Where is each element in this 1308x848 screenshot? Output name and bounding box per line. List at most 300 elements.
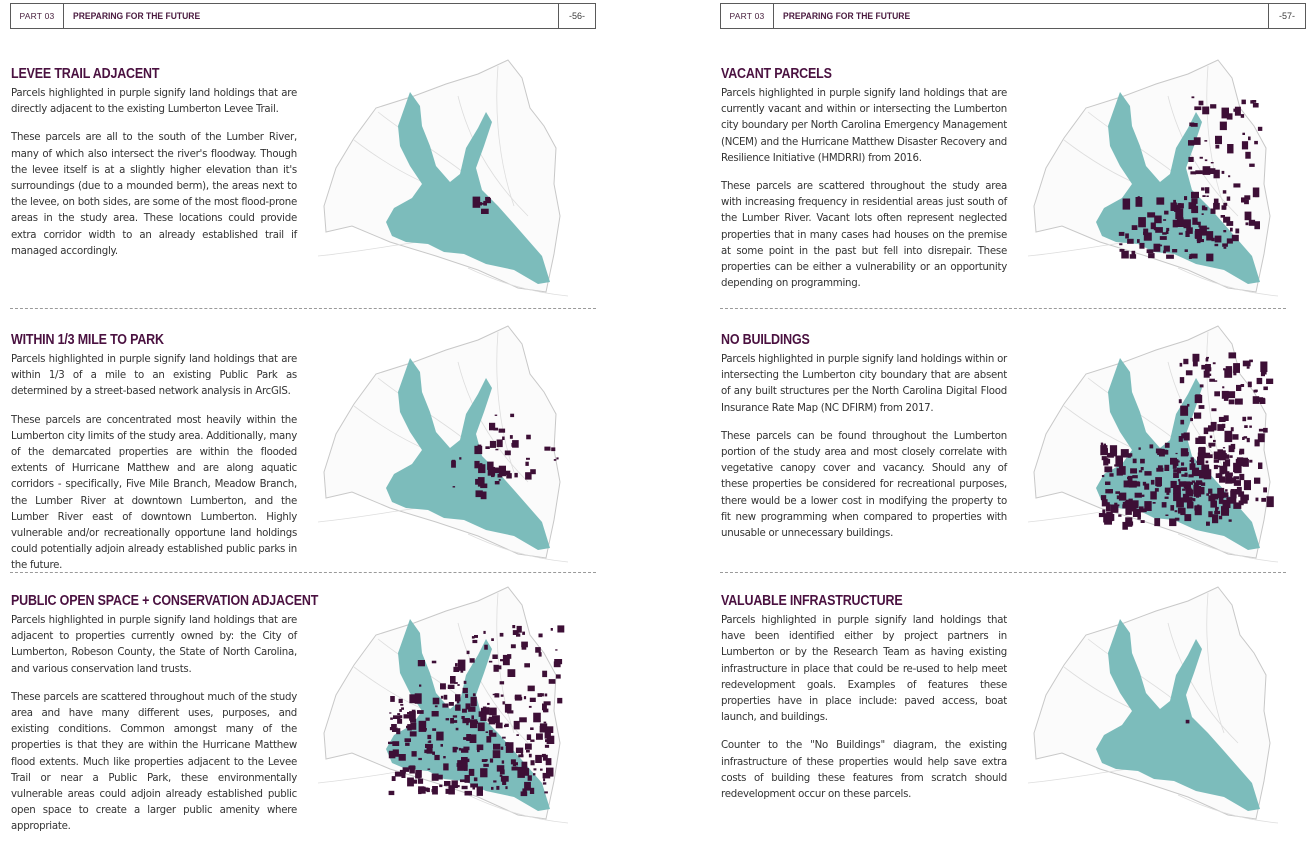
parcel xyxy=(539,634,543,638)
parcel xyxy=(448,685,455,689)
parcel xyxy=(453,715,457,717)
section-divider xyxy=(720,308,1286,309)
parcel xyxy=(1245,152,1250,159)
parcel xyxy=(461,669,464,672)
parcel xyxy=(538,693,543,697)
parcel xyxy=(455,694,461,701)
parcel xyxy=(1154,227,1156,230)
parcel xyxy=(506,473,512,478)
section-vacant-parcels xyxy=(721,66,1007,304)
parcel xyxy=(502,737,506,739)
parcel xyxy=(1210,104,1216,108)
parcel xyxy=(1188,157,1193,162)
parcel xyxy=(1204,453,1210,459)
section-title: VALUABLE INFRASTRUCTURE xyxy=(721,593,903,609)
parcel xyxy=(1254,478,1260,484)
parcel xyxy=(436,732,443,741)
parcel xyxy=(502,760,504,763)
parcel xyxy=(1175,222,1181,225)
parcel xyxy=(1261,498,1266,502)
parcel xyxy=(1208,443,1215,447)
parcel xyxy=(512,625,515,628)
section-paragraph: These parcels are concentrated most heavily within the Lumberton city limits of the study area. Additionally, many of the demarcated properties are within the flooded extents of Hurricane Matthew and are along aquatic corridors - specifically, Five Mile Branch, Meadow Branch, the Lumber River at downtown Lumberton, and the Lumber River east of downtown Lumberton. Highly vulnerable and/or recreationally opportune land holdings could potentially adjoin already established public parks in the future. xyxy=(11,414,297,572)
section-divider xyxy=(10,572,596,573)
parcel xyxy=(461,716,464,719)
parcel xyxy=(530,698,536,702)
parcel xyxy=(1176,453,1178,454)
parcel xyxy=(1246,222,1249,225)
parcel xyxy=(1202,107,1209,115)
parcel xyxy=(487,703,490,705)
parcel xyxy=(457,684,459,686)
parcel xyxy=(1244,195,1250,200)
parcel xyxy=(1233,502,1241,509)
parcel xyxy=(1242,100,1246,105)
parcel xyxy=(1154,244,1161,252)
parcel xyxy=(1186,452,1189,456)
parcel xyxy=(1155,227,1163,233)
parcel xyxy=(1226,221,1233,226)
parcel xyxy=(1244,200,1249,205)
parcel xyxy=(473,693,476,696)
parcel xyxy=(1222,424,1225,428)
parcel xyxy=(1249,164,1255,167)
parcel xyxy=(426,718,430,721)
parcel xyxy=(1244,480,1251,490)
parcel xyxy=(478,723,485,732)
parcel xyxy=(1255,390,1258,392)
section-paragraph: Parcels highlighted in purple signify land holdings that are directly adjacent to the existing Lumberton Levee Trail. xyxy=(11,88,297,116)
parcel xyxy=(1214,465,1218,469)
parcel xyxy=(452,720,458,723)
parcel xyxy=(1255,439,1260,446)
parcel xyxy=(1164,465,1169,471)
parcel xyxy=(500,633,504,637)
parcel xyxy=(507,710,513,713)
parcel xyxy=(1198,225,1200,227)
parcel xyxy=(472,640,477,643)
parcel xyxy=(1235,229,1239,234)
parcel xyxy=(1154,518,1160,526)
parcel xyxy=(525,744,532,750)
parcel xyxy=(1225,431,1233,442)
page-number: -56- xyxy=(558,4,595,28)
parcel xyxy=(503,701,505,704)
parcel xyxy=(418,758,422,760)
map-vacant-parcels xyxy=(1028,56,1278,302)
parcel xyxy=(1114,464,1117,466)
parcel xyxy=(449,702,454,706)
parcel xyxy=(484,645,488,650)
parcel xyxy=(1205,159,1208,161)
parcel xyxy=(525,462,528,466)
parcel xyxy=(542,671,547,677)
parcel xyxy=(1255,194,1258,197)
parcel xyxy=(1228,477,1235,480)
parcel xyxy=(551,628,553,631)
parcel xyxy=(1227,197,1231,201)
parcel xyxy=(500,659,504,661)
parcel xyxy=(543,779,545,782)
parcel xyxy=(1141,467,1144,470)
parcel xyxy=(1242,141,1248,149)
parcel xyxy=(1165,443,1170,448)
parcel xyxy=(455,663,458,667)
parcel xyxy=(517,626,522,633)
parcel xyxy=(526,458,530,460)
parcel xyxy=(489,733,496,737)
parcel xyxy=(388,742,393,744)
parcel xyxy=(1147,249,1154,253)
parcel xyxy=(465,775,470,783)
parcel xyxy=(1129,501,1137,512)
parcel xyxy=(546,768,554,777)
parcel xyxy=(1153,502,1156,504)
page-header-left xyxy=(10,3,596,29)
parcel xyxy=(1223,462,1229,467)
parcel xyxy=(1138,217,1146,227)
parcel xyxy=(1244,436,1248,438)
parcel xyxy=(1191,198,1197,204)
parcel xyxy=(1143,482,1146,486)
parcel xyxy=(1229,352,1237,358)
parcel xyxy=(1202,195,1205,197)
parcel xyxy=(417,710,424,714)
parcel xyxy=(1200,157,1203,159)
parcel xyxy=(1181,462,1184,465)
parcel xyxy=(486,736,491,743)
parcel xyxy=(1147,212,1155,217)
parcel xyxy=(494,693,499,697)
parcel xyxy=(1123,199,1131,210)
parcel xyxy=(439,785,442,788)
parcel xyxy=(492,715,500,723)
parcel xyxy=(1184,481,1191,488)
parcel xyxy=(478,464,485,473)
parcel xyxy=(440,683,446,689)
parcel xyxy=(397,713,400,715)
parcel xyxy=(554,661,561,667)
parcel xyxy=(1247,417,1252,420)
parcel xyxy=(1196,482,1199,484)
parcel xyxy=(446,789,450,794)
map-no-buildings xyxy=(1028,322,1278,568)
parcel xyxy=(1219,476,1225,482)
parcel xyxy=(1186,720,1190,724)
parcel xyxy=(477,745,484,751)
parcel xyxy=(499,429,506,433)
parcel xyxy=(474,446,482,454)
parcel xyxy=(1223,230,1226,232)
parcel xyxy=(481,209,489,214)
parcel xyxy=(1241,384,1245,387)
parcel xyxy=(1206,228,1209,230)
parcel xyxy=(399,699,403,703)
parcel xyxy=(506,742,514,753)
parcel xyxy=(489,423,495,431)
parcel xyxy=(428,769,431,770)
parcel xyxy=(1165,497,1169,499)
parcel xyxy=(1241,114,1244,118)
section-title: NO BUILDINGS xyxy=(721,332,810,348)
parcel xyxy=(1208,495,1215,501)
parcel xyxy=(393,715,401,719)
parcel xyxy=(508,669,516,677)
parcel xyxy=(419,721,427,732)
parcel xyxy=(546,726,554,733)
parcel xyxy=(1234,480,1241,486)
parcel xyxy=(444,781,451,786)
parcel xyxy=(514,473,517,478)
parcel xyxy=(1183,359,1188,364)
parcel xyxy=(496,665,502,669)
parcel xyxy=(493,780,496,782)
parcel xyxy=(1215,236,1222,243)
parcel xyxy=(391,724,397,727)
parcel xyxy=(1229,400,1235,405)
parcel xyxy=(443,763,448,770)
parcel xyxy=(490,759,493,763)
part-label: PART 03 xyxy=(721,4,774,28)
parcel xyxy=(1230,455,1233,458)
parcel xyxy=(1194,137,1201,145)
parcel xyxy=(1231,427,1234,431)
parcel xyxy=(487,707,489,709)
parcel xyxy=(1160,236,1167,240)
parcel xyxy=(1157,483,1162,487)
parcel xyxy=(1249,426,1252,428)
parcel xyxy=(471,715,474,719)
parcel xyxy=(480,768,487,777)
parcel xyxy=(1163,219,1166,221)
parcel xyxy=(466,734,471,741)
parcel xyxy=(1184,514,1191,521)
parcel xyxy=(483,631,485,634)
parcel xyxy=(415,770,422,778)
parcel xyxy=(1109,473,1113,477)
parcel xyxy=(490,441,496,448)
parcel xyxy=(459,748,461,751)
parcel xyxy=(1191,206,1198,213)
parcel xyxy=(474,777,478,781)
parcel xyxy=(1119,232,1125,236)
parcel xyxy=(530,727,534,730)
parcel xyxy=(516,748,523,754)
parcel xyxy=(1235,399,1243,405)
parcel xyxy=(390,696,395,702)
parcel xyxy=(460,779,465,782)
parcel xyxy=(1120,249,1125,252)
parcel xyxy=(1175,518,1180,521)
parcel xyxy=(1105,482,1110,486)
parcel xyxy=(1223,203,1227,206)
parcel xyxy=(528,775,532,781)
parcel xyxy=(1227,471,1230,474)
parcel xyxy=(1239,474,1244,480)
parcel xyxy=(1180,363,1183,367)
parcel xyxy=(1106,512,1113,521)
parcel xyxy=(1225,489,1228,492)
parcel xyxy=(391,727,394,730)
parcel xyxy=(1151,480,1155,485)
parcel xyxy=(1219,516,1222,520)
parcel xyxy=(1138,196,1140,199)
parcel xyxy=(1206,461,1209,464)
parcel xyxy=(428,741,430,743)
parcel xyxy=(400,770,406,774)
parcel xyxy=(1121,449,1129,457)
parcel xyxy=(1223,368,1226,370)
section-paragraph: Counter to the "No Buildings" diagram, the existing infrastructure of these properties would help save extra costs of building these features from scratch should redevelopment occur on these parcels. xyxy=(721,740,1007,801)
parcel xyxy=(517,767,525,778)
page-header-right xyxy=(720,3,1306,29)
parcel xyxy=(1125,233,1129,238)
parcel xyxy=(527,734,531,740)
parcel xyxy=(515,767,517,770)
parcel xyxy=(399,754,406,761)
section-paragraph: These parcels are all to the south of the Lumber River, many of which also intersect the river's floodway. Though the levee itself is at a slightly higher elevation than it's surroundings (due to a mounded berm), the areas next to the levee, on both sides, are some of the most flood-prone areas in the study area. These locations could provide extra corridor width to an already established trail if managed accordingly. xyxy=(11,132,297,257)
parcel xyxy=(1139,447,1141,449)
parcel xyxy=(1254,141,1258,144)
parcel xyxy=(487,462,494,470)
parcel xyxy=(1210,436,1212,439)
section-divider xyxy=(720,572,1286,573)
parcel xyxy=(470,719,477,728)
parcel xyxy=(1206,358,1209,361)
parcel xyxy=(1228,175,1230,177)
parcel xyxy=(1204,140,1207,142)
parcel xyxy=(1227,113,1233,119)
parcel xyxy=(1197,457,1204,465)
parcel xyxy=(1193,498,1196,501)
parcel xyxy=(505,724,509,727)
parcel xyxy=(459,457,461,459)
parcel xyxy=(1154,216,1162,224)
parcel xyxy=(514,721,520,730)
parcel xyxy=(1177,468,1181,474)
parcel xyxy=(1226,366,1232,373)
parcel xyxy=(536,733,543,739)
parcel xyxy=(534,768,537,770)
parcel xyxy=(505,786,507,789)
parcel xyxy=(478,477,485,487)
section-paragraph: Parcels highlighted in purple signify land holdings that are within 1/3 of a mile to an existing Public Park as determined by a street-based network analysis in ArcGIS. xyxy=(11,354,297,398)
parcel xyxy=(1180,406,1188,416)
parcel xyxy=(489,708,497,716)
parcel xyxy=(1226,510,1229,513)
parcel xyxy=(1158,465,1163,469)
parcel xyxy=(1214,199,1219,205)
parcel xyxy=(1121,251,1129,259)
parcel xyxy=(406,715,409,717)
parcel xyxy=(1140,459,1145,464)
parcel xyxy=(1215,244,1219,246)
parcel xyxy=(1165,515,1168,517)
parcel xyxy=(531,760,535,765)
parcel xyxy=(453,667,459,672)
parcel xyxy=(510,414,514,417)
parcel xyxy=(463,688,468,693)
parcel xyxy=(1248,137,1251,141)
parcel xyxy=(1235,107,1241,116)
parcel xyxy=(1236,459,1243,466)
parcel xyxy=(1189,123,1194,127)
parcel xyxy=(392,776,396,781)
parcel xyxy=(464,681,467,684)
parcel xyxy=(1143,508,1147,512)
parcel xyxy=(1103,458,1108,465)
parcel xyxy=(467,651,470,654)
parcel xyxy=(425,744,433,748)
parcel xyxy=(505,451,511,456)
parcel xyxy=(1187,404,1189,407)
parcel xyxy=(1195,394,1201,400)
parcel xyxy=(1127,239,1134,244)
parcel xyxy=(477,786,483,796)
parcel xyxy=(507,654,511,659)
parcel xyxy=(521,642,528,648)
parcel xyxy=(481,708,486,712)
map-park-proximity xyxy=(318,322,568,568)
parcel xyxy=(1258,398,1265,402)
parcel xyxy=(519,697,522,700)
parcel xyxy=(1215,145,1219,149)
section-paragraph: Parcels highlighted in purple signify land holdings that are currently vacant and within or intersecting the Lumberton city boundary per North Carolina Emergency Management (NCEM) and the Hurricane Matthew Disaster Recovery and Resilience Initiative (HMDRRI) from 2016. xyxy=(721,88,1007,164)
parcel xyxy=(1132,251,1136,256)
parcel xyxy=(1249,220,1255,226)
parcel xyxy=(418,779,423,784)
parcel xyxy=(1211,238,1214,242)
parcel xyxy=(1223,190,1227,193)
parcel xyxy=(1204,428,1209,435)
parcel xyxy=(1180,377,1184,383)
parcel xyxy=(1104,466,1112,472)
parcel xyxy=(1260,362,1267,373)
parcel xyxy=(1105,489,1112,493)
parcel xyxy=(1209,379,1215,382)
parcel xyxy=(1176,461,1180,463)
parcel xyxy=(1193,219,1196,221)
parcel xyxy=(1235,489,1239,495)
parcel xyxy=(1132,470,1135,471)
parcel xyxy=(410,723,416,730)
parcel xyxy=(389,791,395,795)
parcel xyxy=(557,625,564,632)
parcel xyxy=(1139,243,1144,249)
parcel xyxy=(1259,429,1264,432)
parcel xyxy=(539,652,542,656)
parcel xyxy=(461,757,468,767)
section-title: LEVEE TRAIL ADJACENT xyxy=(11,66,160,82)
parcel xyxy=(1175,510,1178,512)
parcel xyxy=(530,469,536,474)
parcel xyxy=(466,703,471,709)
parcel xyxy=(1132,225,1138,230)
parcel xyxy=(441,696,443,699)
parcel xyxy=(1244,425,1248,428)
parcel xyxy=(1247,366,1250,369)
parcel xyxy=(1118,514,1121,516)
parcel xyxy=(1229,519,1232,521)
parcel xyxy=(444,695,448,700)
parcel xyxy=(410,731,417,736)
parcel xyxy=(1173,200,1176,203)
parcel xyxy=(1188,490,1194,495)
parcel xyxy=(1263,487,1267,492)
parcel xyxy=(1197,222,1201,225)
parcel xyxy=(473,787,476,789)
parcel xyxy=(1194,106,1201,110)
